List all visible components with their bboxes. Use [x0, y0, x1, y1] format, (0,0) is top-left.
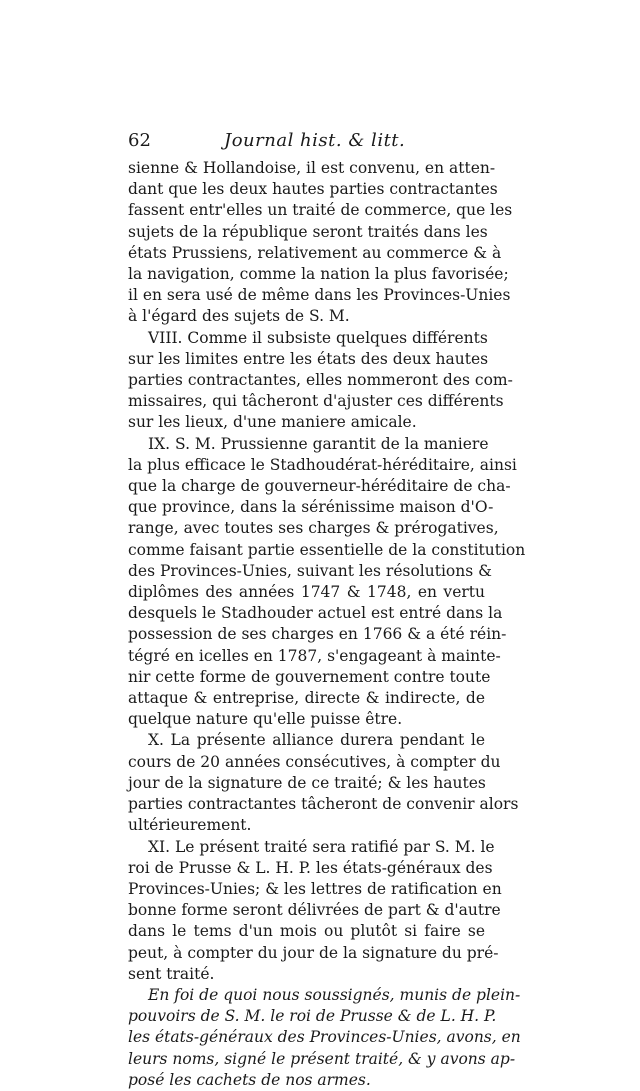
text-line: sent traité.: [128, 964, 215, 983]
text-line: bonne forme seront délivrées de part & d'autre: [128, 901, 501, 920]
running-head: Journal hist. & litt.: [224, 130, 406, 151]
text-line: sur les limites entre les états des deux hautes: [128, 349, 489, 368]
text-line: sienne & Hollandoise, il est convenu, en atten-: [128, 159, 496, 177]
text-line: range, avec toutes ses charges & prérogatives,: [128, 519, 499, 538]
text-line: parties contractantes, elles nommeront des com-: [128, 371, 513, 390]
text-line: la navigation, comme la nation la plus favorisée;: [128, 265, 509, 284]
text-line: roi de Prusse & L. H. P. les états-généraux des: [128, 858, 493, 877]
text-line: En foi de quoi nous soussignés, munis de plein-: [148, 985, 521, 1004]
text-line: X. La présente alliance durera pendant le: [148, 731, 485, 750]
text-line: parties contractantes tâcheront de convenir alors: [128, 795, 519, 814]
text-line: attaque & entreprise, directe & indirecte, de: [128, 689, 485, 708]
page-number: 62: [128, 130, 151, 151]
text-line: nir cette forme de gouvernement contre toute: [128, 667, 491, 686]
text-line: que province, dans la sérénissime maison d'O-: [128, 498, 494, 517]
text-line: que la charge de gouverneur-héréditaire de cha-: [128, 477, 511, 496]
text-line: quelque nature qu'elle puisse être.: [128, 710, 403, 729]
text-line: leurs noms, signé le présent traité, & y avons ap-: [128, 1049, 516, 1068]
text-line: fassent entr'elles un traité de commerce, que les: [128, 201, 513, 220]
text-line: les états-généraux des Provinces-Unies, avons, en: [128, 1028, 521, 1047]
text-line: pouvoirs de S. M. le roi de Prusse & de L. H. P.: [128, 1007, 497, 1026]
text-line: cours de 20 années consécutives, à compter du: [128, 752, 501, 771]
text-line: XI. Le présent traité sera ratifié par S. M. le: [148, 837, 495, 856]
text-line: ultérieurement.: [128, 816, 252, 835]
text-line: diplômes des années 1747 & 1748, en vertu: [128, 583, 485, 602]
text-line: peut, à compter du jour de la signature du pré-: [128, 943, 499, 962]
text-line: Provinces-Unies; & les lettres de ratification en: [128, 879, 502, 898]
text-line: il en sera usé de même dans les Provinces-Unies: [128, 286, 511, 305]
text-line: à l'égard des sujets de S. M.: [128, 307, 350, 326]
text-line: desquels le Stadhouder actuel est entré dans la: [128, 604, 503, 623]
text-line: posé les cachets de nos armes.: [128, 1070, 371, 1089]
text-line: IX. S. M. Prussienne garantit de la maniere: [148, 434, 489, 453]
text-line: sur les lieux, d'une maniere amicale.: [128, 413, 417, 432]
page-header: [128, 130, 488, 154]
text-line: possession de ses charges en 1766 & a été réin-: [128, 625, 507, 644]
body-text: [128, 158, 526, 1091]
text-line: dans le tems d'un mois ou plutôt si faire se: [128, 922, 485, 941]
text-line: des Provinces-Unies, suivant les résolutions &: [128, 561, 492, 580]
text-line: la plus efficace le Stadhoudérat-héréditaire, ainsi: [128, 455, 517, 474]
text-line: comme faisant partie essentielle de la constitution: [128, 540, 526, 559]
text-line: missaires, qui tâcheront d'ajuster ces différents: [128, 392, 504, 411]
text-line: états Prussiens, relativement au commerce & à: [128, 243, 502, 262]
text-line: dant que les deux hautes parties contractantes: [128, 180, 498, 199]
text-line: VIII. Comme il subsiste quelques différents: [148, 328, 488, 347]
text-line: sujets de la république seront traités dans les: [128, 222, 488, 241]
text-line: tégré en icelles en 1787, s'engageant à mainte-: [128, 646, 501, 665]
text-line: jour de la signature de ce traité; & les hautes: [128, 773, 486, 792]
